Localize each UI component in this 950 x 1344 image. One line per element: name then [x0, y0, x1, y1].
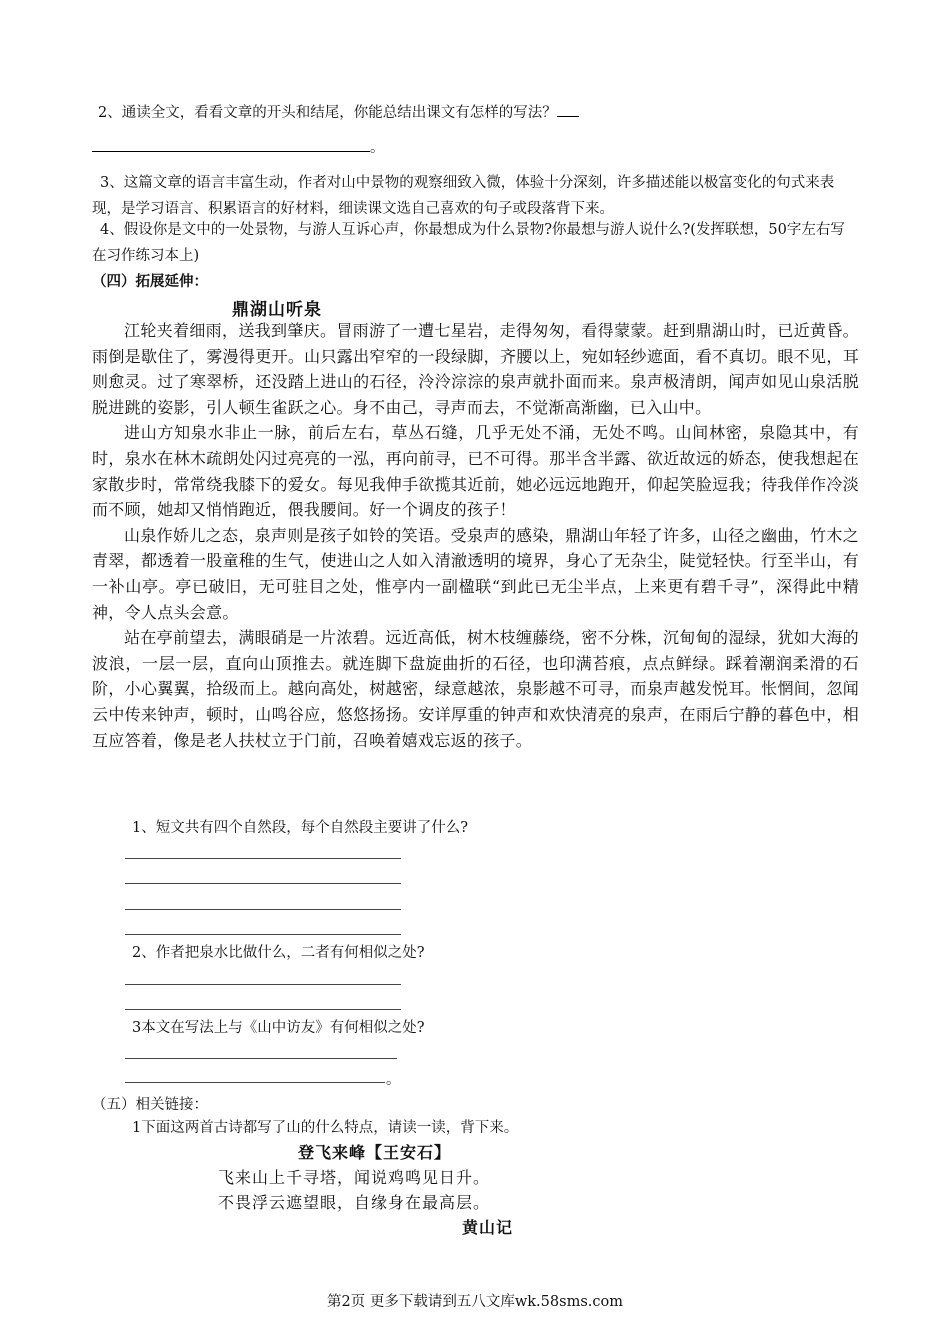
answer-line[interactable]: [125, 984, 401, 985]
poem-1-title: 登飞来峰【王安石】: [298, 1143, 452, 1162]
question-3: 3、这篇文章的语言丰富生动，作者对山中景物的观察细致入微，体验十分深刻，许多描述能以极富变化的句式来表现，是学习语言、积累语言的好材料，细读课文选自己喜欢的句子或段落背下来。: [92, 175, 835, 217]
story-paragraph-4: 站在亭前望去，满眼硝是一片浓碧。远近高低，树木枝缠藤绕，密不分株，沉甸甸的湿绿，犹如大海的波浪，一层一层，直向山顶推去。就连脚下盘旋曲折的石径，也印满苔痕，点点鲜绿。踩着潮润柔滑的石阶，小心翼翼，拾级而上。越向高处，树越密，绿意越浓，泉影越不可寻，而泉声越发悦耳。怅惘间，忽闻云中传来钟声，顿时，山鸣谷应，悠悠扬扬。安详厚重的钟声和欢快清亮的泉声，在雨后宁静的暮色中，相互应答着，像是老人扶杖立于门前，召唤着嬉戏忘返的孩子。: [92, 628, 859, 750]
answer-line[interactable]: [125, 858, 401, 859]
story-body: [92, 318, 859, 753]
answer-blank[interactable]: [92, 151, 370, 152]
question-2-text: 2、通读全文，看看文章的开头和结尾，你能总结出课文有怎样的写法？: [98, 105, 557, 121]
answer-line[interactable]: [125, 1058, 397, 1059]
section-5-intro: 1下面这两首古诗都写了山的什么特点，请读一读，背下来。: [132, 1120, 519, 1136]
answer-line[interactable]: [125, 934, 401, 935]
poem-1-line-2: 不畏浮云遮望眼，自缘身在最高层。: [218, 1193, 491, 1212]
answer-line[interactable]: [125, 1082, 385, 1083]
section-5-heading: （五）相关链接：: [92, 1097, 208, 1113]
story-paragraph-1: 江轮夹着细雨，送我到肇庆。冒雨游了一遭七星岩，走得匆匆，看得蒙蒙。赶到鼎湖山时，已近黄昏。雨倒是歇住了，雾漫得更开。山只露出窄窄的一段绿脚，齐腰以上，宛如轻纱遮面，看不真切。眼不见，耳则愈灵。过了寒翠桥，还没踏上进山的石径，泠泠淙淙的泉声就扑面而来。泉声极清朗，闻声如见山泉活脱脱进跳的姿影，引人顿生雀跃之心。身不由己，寻声而去，不觉渐高渐幽，已入山中。: [92, 321, 859, 417]
sub-question-2: 2、作者把泉水比做什么，二者有何相似之处?: [132, 945, 425, 961]
answer-line[interactable]: [125, 883, 401, 884]
question-2: [98, 100, 579, 126]
story-paragraph-2: 进山方知泉水非止一脉，前后左右，草丛石缝，几乎无处不涌，无处不鸣。山间林密，泉隐其中，有时，泉水在林木疏朗处闪过亮亮的一泓，再向前寻，已不可得。那半含半露、欲近故远的娇态，使我想起在家散步时，常常绕我膝下的爱女。每见我伸手欲揽其近前，她必远远地跑开，仰起笑脸逗我；待我佯作冷淡而不顾，她却又悄悄跑近，偎我腰间。好一个调皮的孩子！: [92, 423, 859, 520]
answer-blank[interactable]: [557, 116, 579, 117]
question-2-continuation: [92, 135, 385, 161]
story-title: 鼎湖山听泉: [232, 300, 322, 320]
page-footer: 第2页 更多下载请到五八文库wk.58sms.com: [327, 1294, 623, 1310]
section-4-heading: （四）拓展延伸：: [92, 274, 208, 290]
answer-line[interactable]: [125, 1009, 401, 1010]
poem-1-line-1: 飞来山上千寻塔，闻说鸡鸣见日升。: [218, 1168, 491, 1187]
question-4: 4、假设你是文中的一处景物，与游人互诉心声，你最想成为什么景物?你最想与游人说什么?(发挥联想，50字左右写在习作练习本上): [92, 222, 845, 264]
answer-line[interactable]: [125, 909, 401, 910]
sub-question-3: 3本文在写法上与《山中访友》有何相似之处?: [132, 1020, 425, 1036]
sub-question-1: 1、短文共有四个自然段，每个自然段主要讲了什么?: [132, 820, 468, 836]
question-2-end: 。: [370, 140, 385, 156]
sub-question-3-end: 。: [386, 1072, 401, 1088]
poem-2-title: 黄山记: [462, 1218, 514, 1237]
story-paragraph-3: 山泉作娇儿之态，泉声则是孩子如铃的笑语。受泉声的感染，鼎湖山年轻了许多，山径之幽曲，竹木之青翠，都透着一股童稚的生气，使进山之人如入清澈透明的境界，身心了无杂尘，陡觉轻快。行至半山，有一补山亭。亭已破旧，无可驻目之处，惟亭内一副楹联“到此已无尘半点，上来更有碧千寻”，深得此中精神，令人点头会意。: [92, 525, 859, 622]
